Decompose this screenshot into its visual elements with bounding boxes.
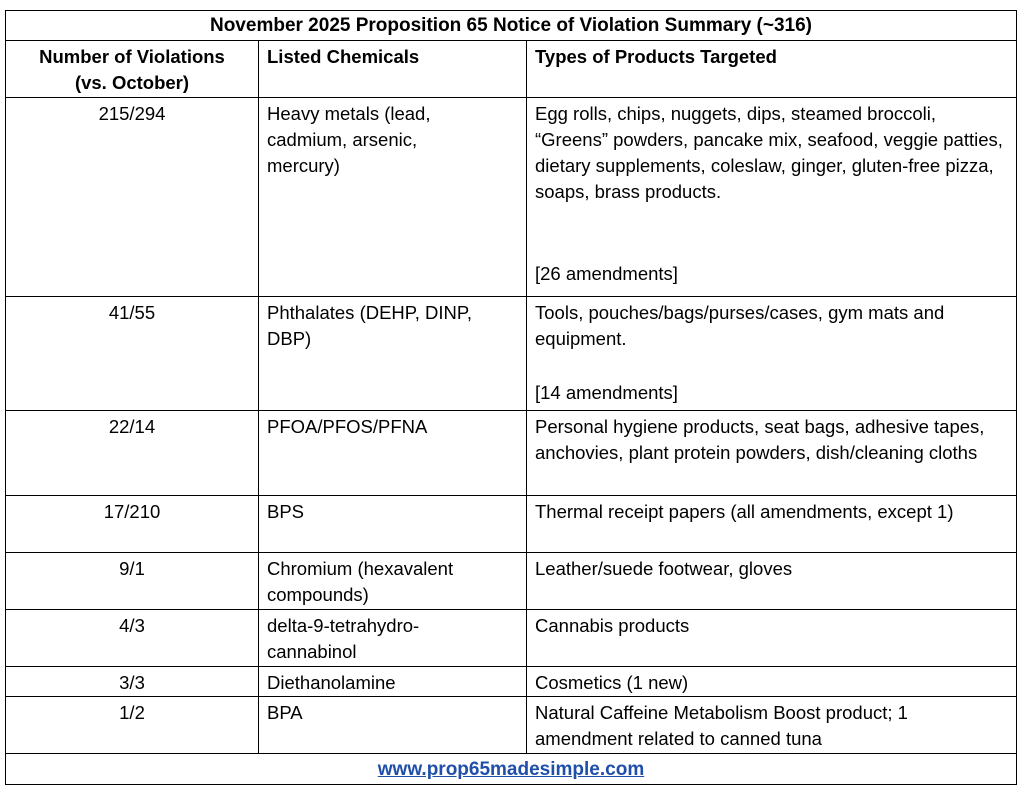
header-products-targeted: Types of Products Targeted bbox=[527, 41, 1017, 98]
chemical-name: BPS bbox=[259, 496, 527, 553]
products-text: Leather/suede footwear, gloves bbox=[527, 553, 1017, 610]
products-text: Personal hygiene products, seat bags, adhesive tapes, anchovies, plant protein powders, dish/cleaning cloths bbox=[527, 411, 1017, 496]
table-row bbox=[6, 411, 1017, 496]
header-row bbox=[6, 41, 1017, 98]
table-title: November 2025 Proposition 65 Notice of Violation Summary (~316) bbox=[6, 11, 1017, 41]
chemical-name: Heavy metals (lead, cadmium, arsenic, mercury) bbox=[259, 98, 527, 297]
products-text: Natural Caffeine Metabolism Boost product; 1 amendment related to canned tuna bbox=[527, 697, 1017, 754]
table-row bbox=[6, 297, 1017, 411]
chemical-name: Phthalates (DEHP, DINP, DBP) bbox=[259, 297, 527, 411]
violation-count: 4/3 bbox=[6, 610, 259, 667]
table-row bbox=[6, 553, 1017, 610]
chemical-name: PFOA/PFOS/PFNA bbox=[259, 411, 527, 496]
chemical-name: delta-9-tetrahydro- cannabinol bbox=[259, 610, 527, 667]
products-cell bbox=[527, 98, 1017, 297]
title-row bbox=[6, 11, 1017, 41]
chemical-name: Diethanolamine bbox=[259, 667, 527, 697]
violation-count: 1/2 bbox=[6, 697, 259, 754]
violation-count: 41/55 bbox=[6, 297, 259, 411]
chemical-name: BPA bbox=[259, 697, 527, 754]
header-listed-chemicals: Listed Chemicals bbox=[259, 41, 527, 98]
chemical-name: Chromium (hexavalent compounds) bbox=[259, 553, 527, 610]
table-row bbox=[6, 610, 1017, 667]
violation-count: 22/14 bbox=[6, 411, 259, 496]
products-text: Cannabis products bbox=[527, 610, 1017, 667]
products-text: Cosmetics (1 new) bbox=[527, 667, 1017, 697]
amendments-note: [14 amendments] bbox=[535, 382, 678, 403]
products-text: Egg rolls, chips, nuggets, dips, steamed broccoli, “Greens” powders, pancake mix, seafood, veggie patties, dietary supplements, coleslaw, ginger, gluten-free pizza, soaps, brass products. bbox=[535, 103, 1003, 202]
violation-count: 3/3 bbox=[6, 667, 259, 697]
products-text: Tools, pouches/bags/purses/cases, gym mats and equipment. bbox=[535, 302, 945, 349]
products-cell bbox=[527, 297, 1017, 411]
footer-cell bbox=[6, 754, 1017, 785]
website-link[interactable]: www.prop65madesimple.com bbox=[377, 758, 645, 780]
amendments-note: [26 amendments] bbox=[535, 263, 678, 284]
footer-row bbox=[6, 754, 1017, 785]
violation-summary-table bbox=[5, 10, 1017, 785]
violation-count: 215/294 bbox=[6, 98, 259, 297]
table-row bbox=[6, 697, 1017, 754]
header-number-of-violations: Number of Violations (vs. October) bbox=[6, 41, 259, 98]
violation-count: 17/210 bbox=[6, 496, 259, 553]
products-text: Thermal receipt papers (all amendments, except 1) bbox=[527, 496, 1017, 553]
table-row bbox=[6, 496, 1017, 553]
table-row bbox=[6, 667, 1017, 697]
table-row bbox=[6, 98, 1017, 297]
violation-count: 9/1 bbox=[6, 553, 259, 610]
